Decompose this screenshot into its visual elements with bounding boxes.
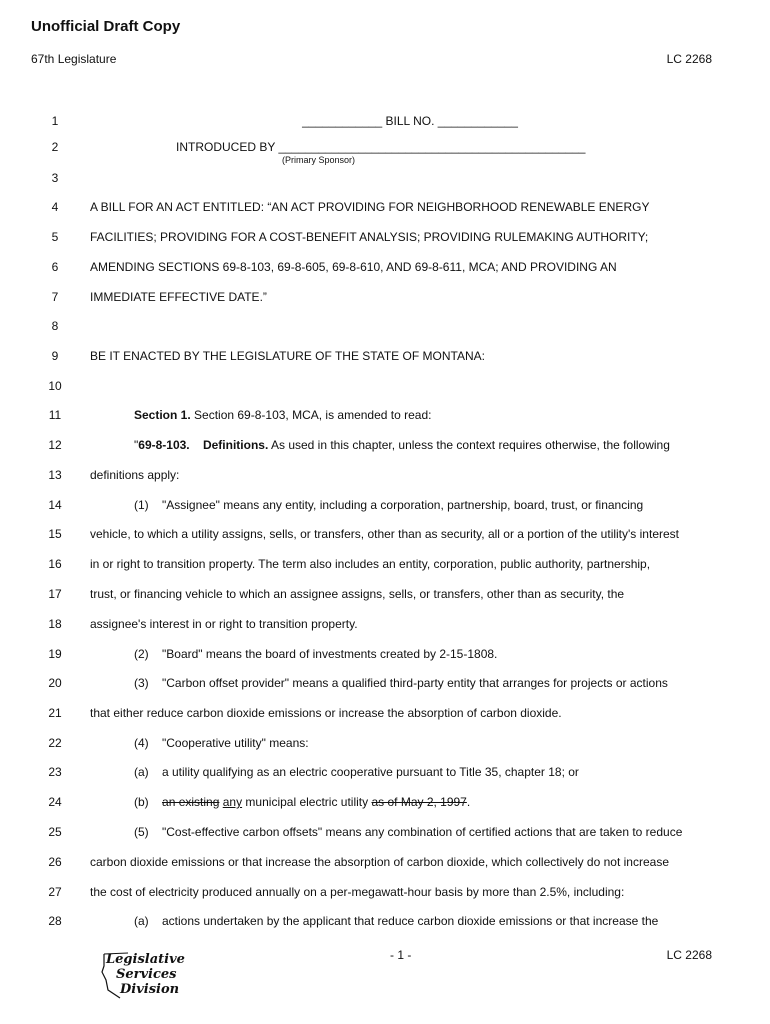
body-text: (4) "Cooperative utility" means: [134,736,309,750]
line-number: 15 [48,527,62,541]
line-number: 2 [51,140,59,154]
body-text: (a) actions undertaken by the applicant that reduce carbon dioxide emissions or that increase the [134,914,659,928]
definitions-heading [90,438,770,452]
bill-title-text: IMMEDIATE EFFECTIVE DATE.” [90,290,267,304]
logo-word: Division [120,982,180,997]
draft-title: Unofficial Draft Copy [31,18,181,35]
lc-number-header: LC 2268 [666,52,712,66]
line-number: 28 [48,914,62,928]
statute-label: 69-8-103. Definitions. [138,438,269,452]
lc-number-footer: LC 2268 [666,948,712,962]
bill-number-line: ____________ BILL NO. ____________ [302,114,518,128]
introduced-by-line: INTRODUCED BY ______________________________________________ [176,140,586,154]
line-number: 25 [48,825,62,839]
inserted-text: any [222,795,243,809]
body-text: trust, or financing vehicle to which an assignee assigns, sells, or transfers, other than as security, the [90,587,625,601]
logo-word: Services [116,967,177,982]
legislature-label: 67th Legislature [31,52,117,66]
logo-word: Legislative [106,952,185,967]
body-text: carbon dioxide emissions or that increase the absorption of carbon dioxide, which collectively do not increase [90,855,669,869]
bill-title-text: A BILL FOR AN ACT ENTITLED: “AN ACT PROVIDING FOR NEIGHBORHOOD RENEWABLE ENERGY [90,200,650,214]
line-number: 12 [48,438,62,452]
line-number: 20 [48,676,62,690]
legislative-services-logo [98,950,198,1002]
line-number: 24 [48,795,62,809]
primary-sponsor-label: (Primary Sponsor) [282,155,356,165]
line-number: 27 [48,885,62,899]
page-number: - 1 - [390,948,412,962]
line-number: 14 [48,498,62,512]
line-number: 21 [48,706,62,720]
body-text: municipal electric utility [242,795,372,809]
bill-title-text: FACILITIES; PROVIDING FOR A COST-BENEFIT ANALYSIS; PROVIDING RULEMAKING AUTHORITY; [90,230,649,244]
body-text: definitions apply: [90,468,180,482]
line-number: 18 [48,617,62,631]
line-number: 11 [48,408,62,422]
section-heading [90,408,770,422]
line-number: 26 [48,855,62,869]
line-number: 8 [51,319,59,333]
body-text: (2) "Board" means the board of investments created by 2-15-1808. [134,647,498,661]
body-text: (5) "Cost-effective carbon offsets" means any combination of certified actions that are taken to reduce [134,825,683,839]
line-number: 5 [51,230,59,244]
section-text: Section 69-8-103, MCA, is amended to read: [190,408,432,422]
item-label: (b) [134,795,163,809]
body-text: the cost of electricity produced annually on a per-megawatt-hour basis by more than 2.5%, including: [90,885,625,899]
bill-title-text: AMENDING SECTIONS 69-8-103, 69-8-605, 69-8-610, AND 69-8-611, MCA; AND PROVIDING AN [90,260,617,274]
line-number: 4 [51,200,59,214]
line-number: 16 [48,557,62,571]
amended-text [90,795,770,809]
line-number: 19 [48,647,62,661]
body-text: vehicle, to which a utility assigns, sells, or transfers, other than as security, all or a portion of the utility's interest [90,527,679,541]
line-number: 1 [51,114,59,128]
open-quote: " [134,438,139,452]
section-label: Section 1. [134,408,191,422]
line-number: 22 [48,736,62,750]
line-number: 23 [48,765,62,779]
line-number: 7 [51,290,59,304]
body-text: assignee's interest in or right to transition property. [90,617,358,631]
body-text: that either reduce carbon dioxide emissions or increase the absorption of carbon dioxide. [90,706,562,720]
line-number: 10 [48,379,62,393]
body-text: . [466,795,471,809]
struck-text: an existing [162,795,220,809]
line-number: 3 [51,171,59,185]
struck-text: as of May 2, 1997 [371,795,467,809]
statute-text: As used in this chapter, unless the context requires otherwise, the following [268,438,670,452]
body-text: in or right to transition property. The term also includes an entity, corporation, public authority, partnership, [90,557,651,571]
body-text: (3) "Carbon offset provider" means a qualified third-party entity that arranges for projects or actions [134,676,668,690]
line-number: 13 [48,468,62,482]
enacting-clause: BE IT ENACTED BY THE LEGISLATURE OF THE STATE OF MONTANA: [90,349,485,363]
line-number: 6 [51,260,59,274]
body-text: (1) "Assignee" means any entity, including a corporation, partnership, board, trust, or financing [134,498,644,512]
line-number: 17 [48,587,62,601]
line-number: 9 [51,349,59,363]
logo-text [106,952,185,997]
body-text: (a) a utility qualifying as an electric cooperative pursuant to Title 35, chapter 18; or [134,765,579,779]
